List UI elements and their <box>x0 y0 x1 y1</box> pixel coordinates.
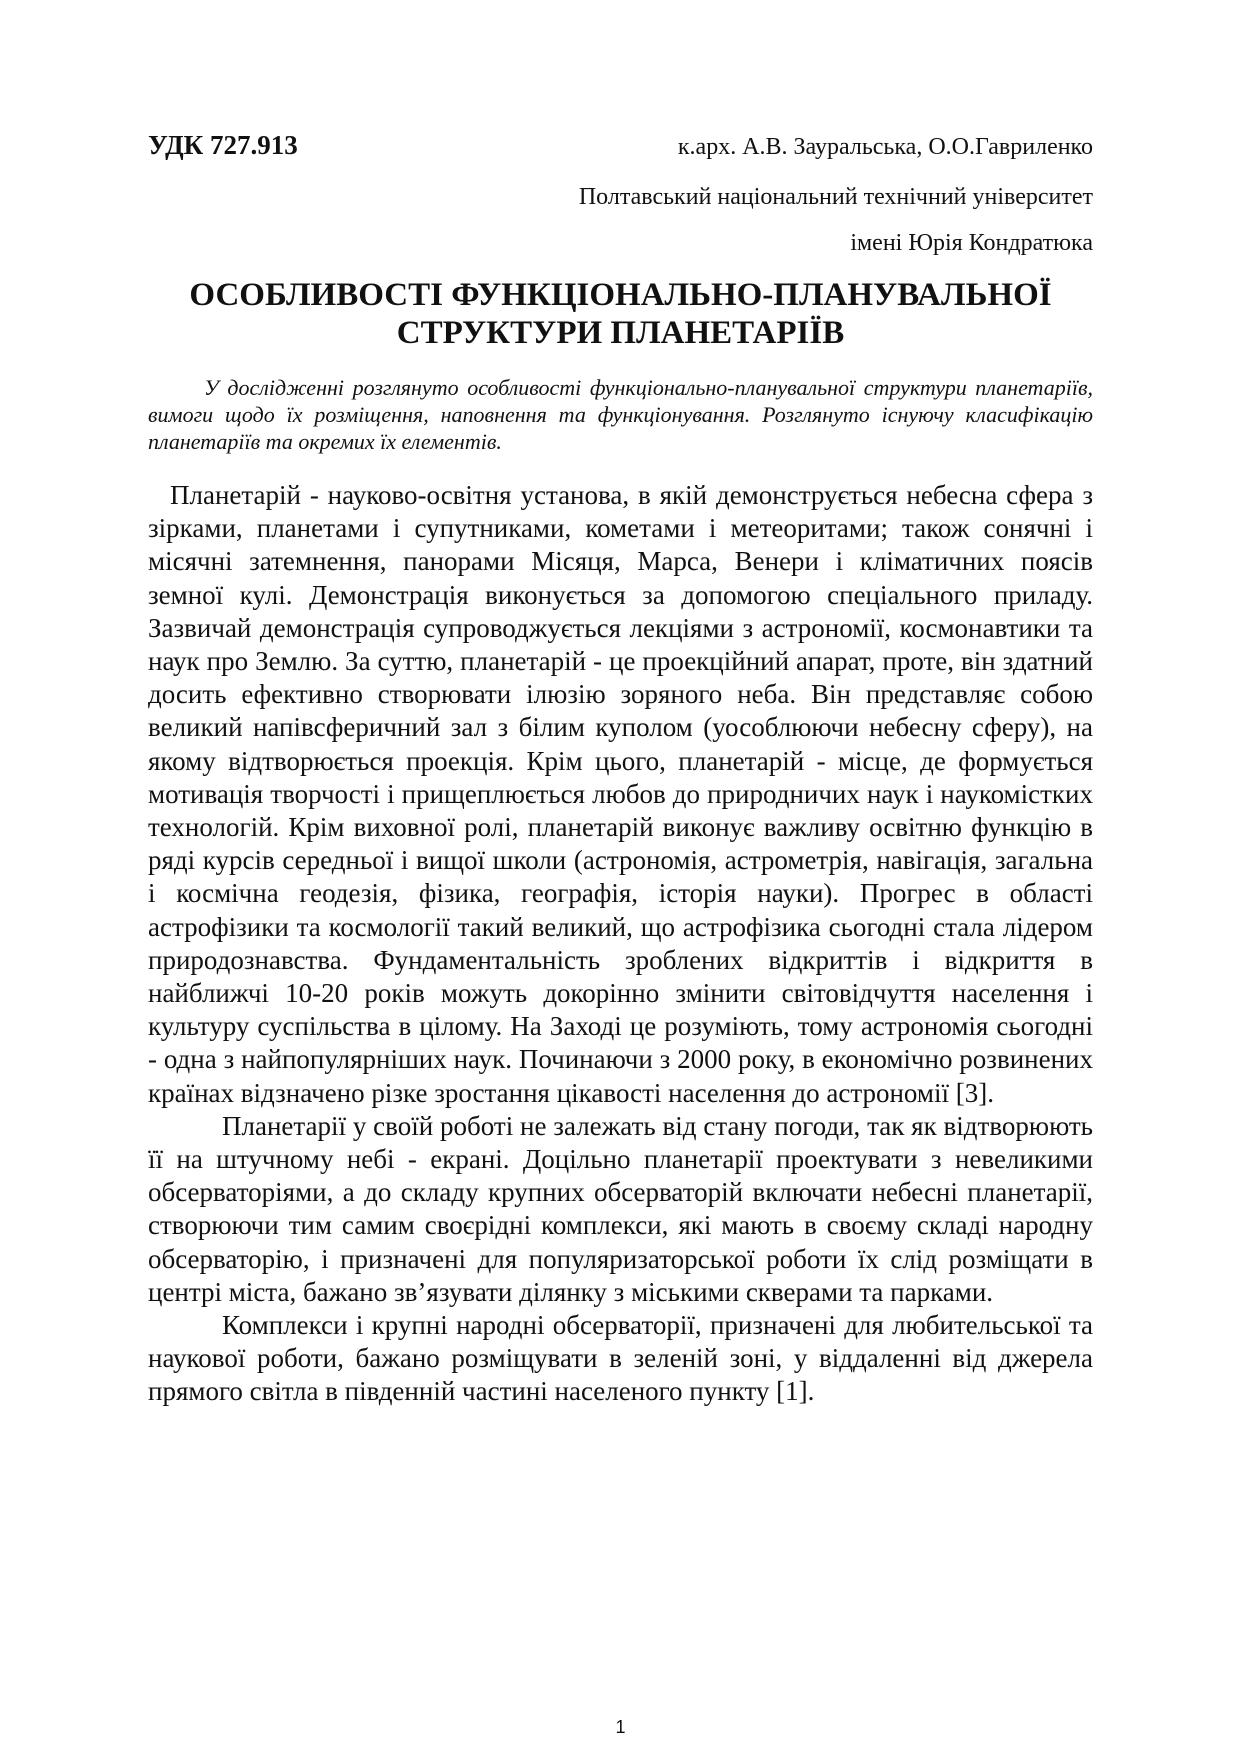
udc-code: УДК 727.913 <box>148 130 298 160</box>
affiliation-line-1: Полтавський національний технічний університет <box>578 184 1093 210</box>
body-text <box>148 479 1093 1409</box>
header-row <box>148 130 1093 174</box>
title-line-2: СТРУКТУРИ ПЛАНЕТАРІЇВ <box>396 315 845 351</box>
title-line-1: ОСОБЛИВОСТІ ФУНКЦІОНАЛЬНО-ПЛАНУВАЛЬНОЇ <box>189 277 1052 313</box>
paragraph-2: Планетарії у своїй роботі не залежать від стану погоди, так як відтворюють її на штучному небі - екрані. Доцільно планетарії проектувати з невеликими обсерваторіями, а до складу крупних обсерваторій включати небесні планетарії, створюючи тим самим своєрідні комплекси, які мають в своєму складі народну обсерваторію, і призначені для популяризаторської роботи їх слід розміщати в центрі міста, бажано зв’язувати ділянку з міськими скверами та парками. <box>148 1110 1093 1307</box>
paper-title <box>148 276 1093 352</box>
page <box>148 130 1093 1737</box>
page-number: 1 <box>615 1717 626 1737</box>
affiliation-line-2: імені Юрія Кондратюка <box>850 230 1093 256</box>
paragraph-3: Комплекси і крупні народні обсерваторії, призначені для любительської та наукової роботи, бажано розміщувати в зеленій зоні, у віддаленні від джерела прямого світла в південній частині населеного пункту [1]. <box>148 1310 1093 1407</box>
authors: к.арх. А.В. Зауральська, О.О.Гавриленко <box>677 134 1093 160</box>
abstract: У дослідженні розглянуто особливості функціонально-планувальної структури планетаріїв, вимоги щодо їх розміщення, наповнення та функціонування. Розглянуто існуючу класифікацію планетаріїв та окремих їх елементів. <box>148 375 1093 454</box>
paragraph-1: Планетарій - науково-освітня установа, в якій демонструється небесна сфера з зірками, планетами і супутниками, кометами і метеоритами; також сонячні і місячні затемнення, панорами Місяця, Марса, Венери і кліматичних поясів земної кулі. Демонстрація виконується за допомогою спеціального приладу. Зазвичай демонстрація супроводжується лекціями з астрономії, космонавтики та наук про Землю. За суттю, планетарій - це проекційний апарат, проте, він здатний досить ефективно створювати ілюзію зоряного неба. Він представляє собою великий напівсферичний зал з білим куполом (уособлюючи небесну сферу), на якому відтворюється проекція. Крім цього, планетарій - місце, де формується мотивація творчості і прищеплюється любов до природничих наук і наукомістких технологій. Крім виховної ролі, планетарій виконує важливу освітню функцію в ряді курсів середньої і вищої школи (астрономія, астрометрія, навігація, загальна і космічна геодезія, фізика, географія, історія науки). Прогрес в області астрофізики та космології такий великий, що астрофізика сьогодні стала лідером природознавства. Фундаментальність зроблених відкриттів і відкриття в найближчі 10-20 років можуть докорінно змінити світовідчуття населення і культуру суспільства в цілому. На Заході це розуміють, тому астрономія сьогодні - одна з найпопулярніших наук. Починаючи з 2000 року, в економічно розвинених країнах відзначено різке зростання цікавості населення до астрономії [3]. <box>148 480 1093 1108</box>
